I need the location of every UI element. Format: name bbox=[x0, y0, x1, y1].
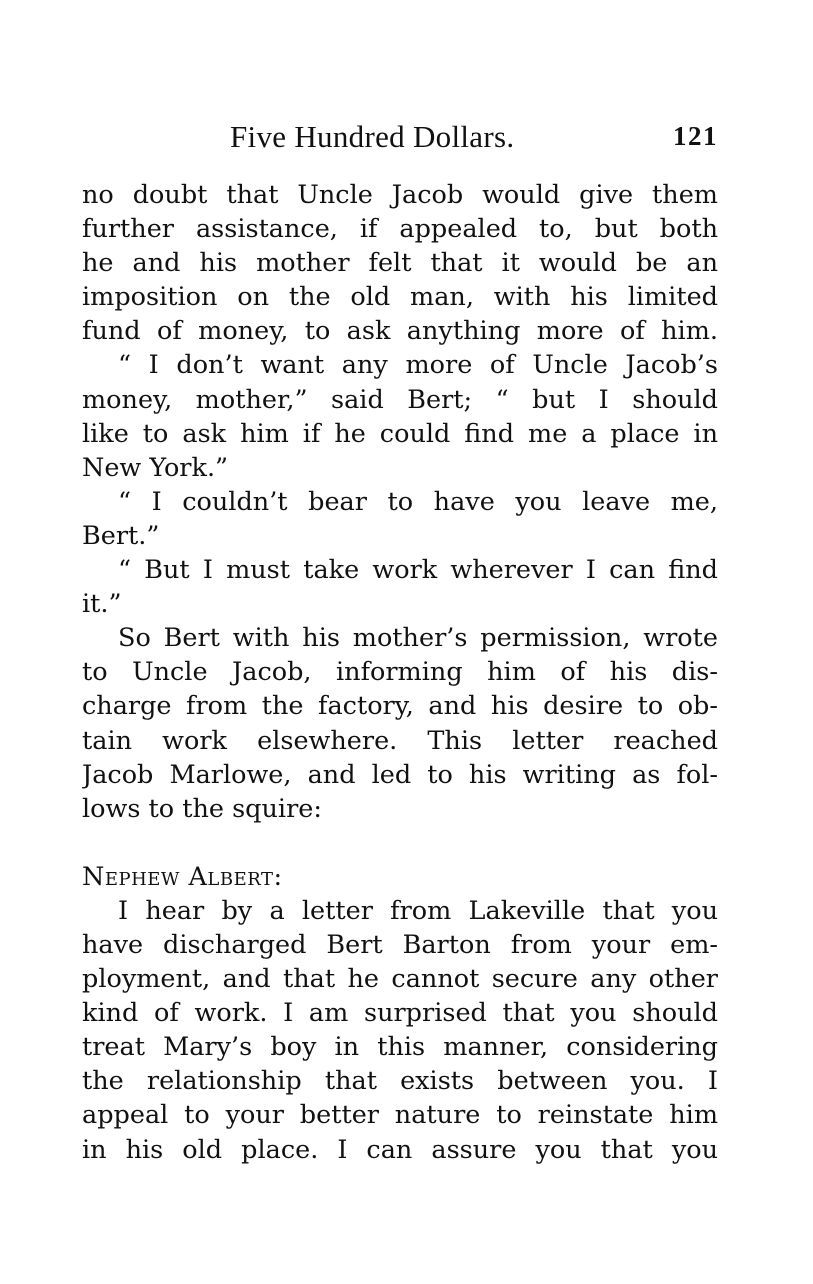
text-line: have discharged Bert Barton from your em- bbox=[82, 929, 718, 960]
text-line: So Bert with his mother’s permission, wrote bbox=[118, 623, 718, 654]
body-text bbox=[82, 178, 718, 1167]
paragraph bbox=[82, 485, 718, 553]
page-number: 121 bbox=[673, 121, 718, 151]
text-line: I hear by a letter from Lakeville that you bbox=[118, 895, 718, 926]
paragraph bbox=[82, 553, 718, 621]
text-line: no doubt that Uncle Jacob would give them bbox=[82, 180, 718, 210]
text-line: fund of money, to ask anything more of him. bbox=[82, 316, 718, 347]
paragraph bbox=[82, 348, 718, 484]
text-line: money, mother,” said Bert; “ but I should bbox=[82, 384, 718, 415]
text-line: the relationship that exists between you. I bbox=[82, 1066, 718, 1097]
text-line: to Uncle Jacob, informing him of his dis- bbox=[82, 657, 718, 688]
paragraph bbox=[82, 621, 718, 826]
text-line: it.” bbox=[82, 589, 122, 620]
letter-salutation: Nephew Albert: bbox=[82, 861, 283, 892]
text-line: kind of work. I am surprised that you should bbox=[82, 998, 718, 1029]
text-line: tain work elsewhere. This letter reached bbox=[82, 725, 718, 756]
text-line: further assistance, if appealed to, but both bbox=[82, 214, 718, 245]
text-line: in his old place. I can assure you that you bbox=[82, 1134, 718, 1165]
text-line: New York.” bbox=[82, 452, 229, 483]
running-header bbox=[82, 119, 718, 163]
section-gap bbox=[82, 826, 718, 860]
paragraph bbox=[82, 178, 718, 348]
text-line: lows to the squire: bbox=[82, 793, 322, 824]
text-line: treat Mary’s boy in this manner, considering bbox=[82, 1032, 718, 1063]
text-line: imposition on the old man, with his limited bbox=[82, 282, 718, 313]
running-title: Five Hundred Dollars. bbox=[230, 119, 515, 154]
text-line: Jacob Marlowe, and led to his writing as fol- bbox=[82, 759, 718, 790]
text-line: Bert.” bbox=[82, 520, 160, 551]
text-line: “ I don’t want any more of Uncle Jacob’s bbox=[118, 350, 718, 381]
text-line: charge from the factory, and his desire to ob- bbox=[82, 691, 718, 722]
text-line: “ I couldn’t bear to have you leave me, bbox=[118, 486, 718, 517]
text-line: like to ask him if he could find me a place in bbox=[82, 418, 718, 449]
letter-body bbox=[82, 894, 718, 1167]
text-line: ployment, and that he cannot secure any other bbox=[82, 964, 718, 995]
text-line: “ But I must take work wherever I can find bbox=[118, 555, 718, 586]
text-line: he and his mother felt that it would be an bbox=[82, 248, 718, 279]
text-line: appeal to your better nature to reinstate him bbox=[82, 1100, 718, 1131]
